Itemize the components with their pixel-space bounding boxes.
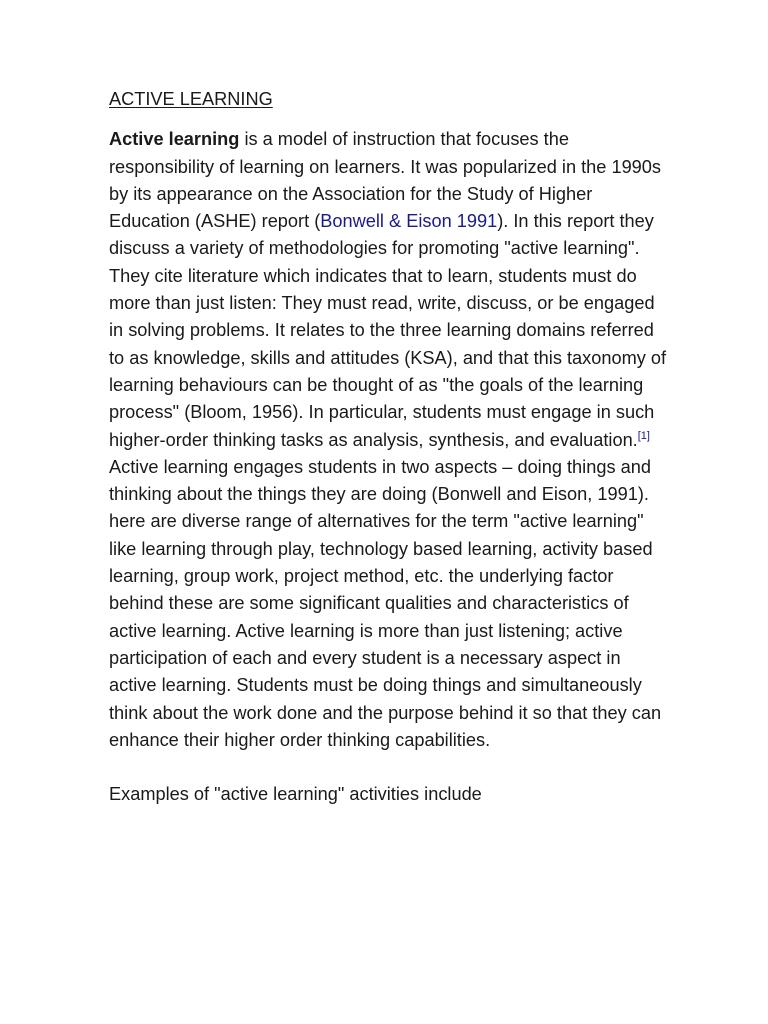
alternatives-paragraph: here are diverse range of alternatives for the term "active learning" like learning through play, technology based learning, activity based learning, group work, project method, etc. the underlying factor behind these are some significant qualities and characteristics of active learning. Active learning is more than just listening; active participation of each and every student is a necessary aspect in active learning. Students must be doing things and simultaneously think about the work done and the purpose behind it so that they can enhance their higher order thinking capabilities. bbox=[109, 511, 662, 750]
document-page bbox=[109, 86, 669, 809]
citation-link[interactable]: Bonwell & Eison 1991 bbox=[320, 211, 498, 232]
intro-text-part-2: ). In this report they discuss a variety of methodologies for promoting "active learning". They cite literature which indicates that to learn, students must do more than just listen: They must read, write, discuss, or be engaged in solving problems. It relates to the three learning domains referred to as knowledge, skills and attitudes (KSA), and that this taxonomy of learning behaviours can be thought of as "the goals of the learning process" (Bloom, 1956). In particular, students must engage in such higher-order thinking tasks as analysis, synthesis, and evaluation. bbox=[109, 211, 667, 450]
intro-paragraph bbox=[109, 126, 669, 508]
defined-term: Active learning bbox=[109, 129, 240, 150]
paragraph-spacer bbox=[109, 754, 669, 781]
intro-text-part-3: Active learning engages students in two aspects – doing things and thinking about the things they are doing (Bonwell and Eison, 1991). bbox=[109, 456, 651, 505]
intro-text-part-1: is a model of instruction that focuses the responsibility of learning on learners. It was popularized in the 1990s by its appearance on the Association for the Study of Higher Education (ASHE) report ( bbox=[109, 129, 662, 232]
examples-heading: Examples of "active learning" activities include bbox=[109, 784, 482, 805]
page-title: ACTIVE LEARNING bbox=[109, 89, 273, 109]
footnote-reference[interactable]: [1] bbox=[637, 429, 650, 442]
